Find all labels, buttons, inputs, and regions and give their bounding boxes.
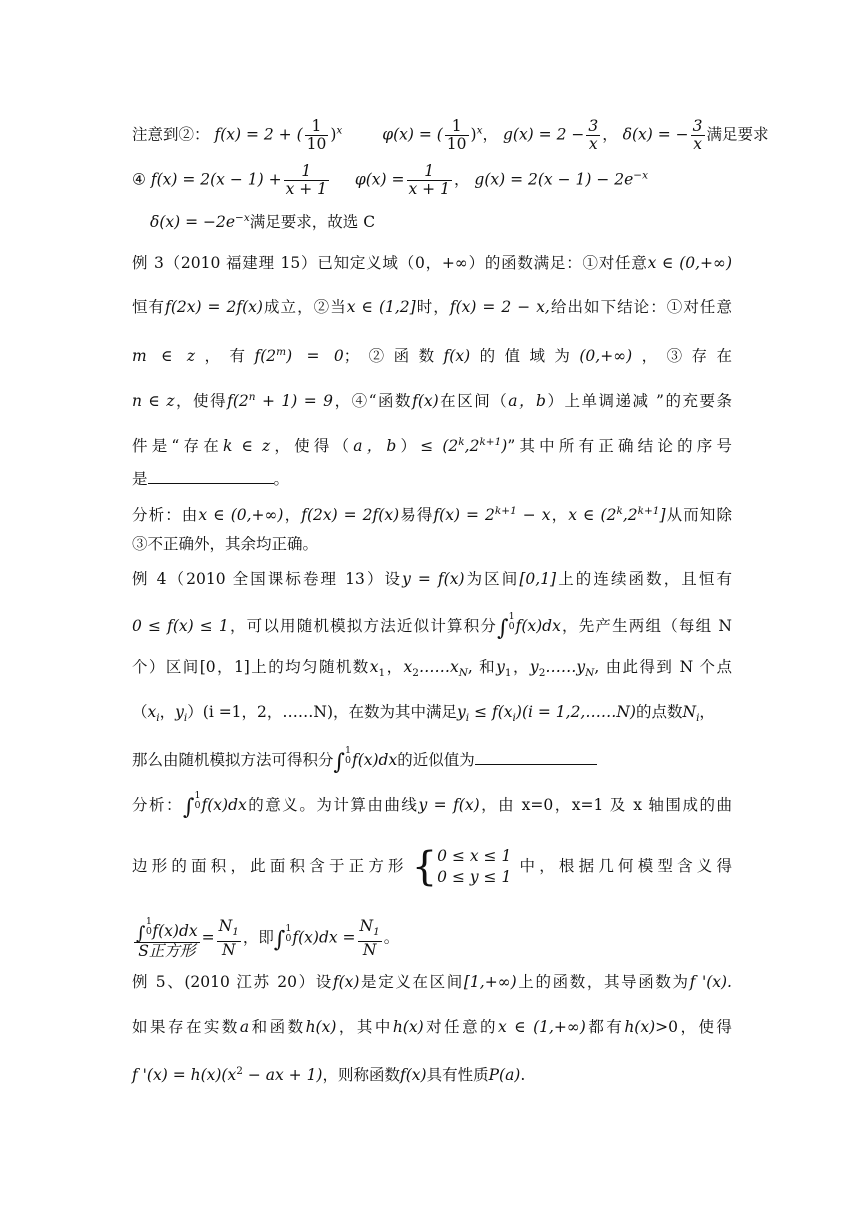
answer-blank (475, 749, 597, 765)
note-label: 注意到②： (132, 125, 210, 144)
formula-g: g(x) = 2 − (502, 125, 585, 144)
formula-phi: φ(x) = (354, 170, 405, 189)
example-3-line-6: 是 。 (132, 470, 290, 488)
example-4-line-3: 个）区间[0，1]上的均匀随机数$x_1$，$x_2\dots\dots x_N$, 和$y_1$，$y_2\dots\dots y_N$, 由此得到 N 个点 (132, 658, 732, 680)
integral-sign: ∫ (497, 616, 509, 641)
integral-sign: ∫ (183, 795, 195, 820)
formula-delta: δ(x) = − (622, 125, 689, 144)
example-3-line-1: 例 3（2010 福建理 15）已知定义域（0，+∞）的函数满足：①对任意x ∈ (0,+∞) (132, 254, 732, 272)
fraction: $\frac{N_1}{N}$ (218, 916, 239, 960)
integral-ratio-fraction: ∫1 0f(x)dx S正方形 (136, 916, 198, 960)
formula-phi: φ(x) = ( (382, 125, 443, 144)
line-note-2: 注意到②： f(x) = 2 + ( $\frac{1}{10}$ )$^x$ φ(x) = ( $\frac{1}{10}$ )$^x$， g(x) = 2 − $\frac{3}{x}$ ， δ(x) = − $\frac{3}{x}$ 满足要求 (132, 117, 769, 153)
fraction: $\frac{1}{x + 1}$ (285, 162, 328, 198)
example-3-line-5: 件是“存在k ∈ z，使得（a，$b)\le (2^k,2^{k+1})$”其中所有正确结论的序号 (132, 436, 732, 456)
example-3-line-3: m ∈ z，有$f(2^m) = 0$；②函数f(x)的值域为(0,+∞)，③存在 (132, 346, 732, 366)
example-3-line-2: 恒有f(2x) = 2f(x)成立，②当x ∈ (1,2]时，f(x) = 2 − x,给出如下结论：①对任意 (132, 298, 732, 316)
fraction: $\frac{1}{10}$ (446, 117, 467, 153)
fraction: $\frac{N_1}{N}$ (359, 916, 380, 960)
inequality-system: {0 ≤ x ≤ 1 0 ≤ y ≤ 1 (411, 844, 512, 890)
analysis-4-line-1: 分析：∫1 0f(x)dx的意义。为计算由曲线y = f(x)，由 x=0，x=1 及 x 轴围成的曲 (132, 790, 732, 820)
integral-sign: ∫ (273, 927, 286, 953)
fraction: $\frac{1}{10}$ (306, 117, 327, 153)
fraction: $\frac{3}{x}$ (588, 117, 599, 153)
line-delta-conclusion: $\delta(x) = -2e^{-x}$满足要求，故选 C (150, 212, 376, 232)
analysis-4-line-2: 边形的面积，此面积含于正方形 {0 ≤ x ≤ 1 0 ≤ y ≤ 1中，根据几何模型含义得 (132, 844, 732, 890)
analysis-3-line-2: ③不正确外，其余均正确。 (132, 535, 319, 553)
integral-sign: ∫ (333, 750, 345, 775)
example-3-line-4: n ∈ z，使得$f(2^n + 1) = 9$，④“函数f(x)在区间（a，b）上单调递减 ”的充要条 (132, 391, 732, 411)
fraction: $\frac{3}{x}$ (692, 117, 703, 153)
example-4-line-1: 例 4（2010 全国课标卷理 13）设y = f(x)为区间[0,1]上的连续函数，且恒有 (132, 570, 732, 588)
example-5-line-3: f '$(x) = h(x)(x^2$ − ax + 1)，则称函数f(x)具有性质P(a). (132, 1065, 526, 1085)
example-4-line-2: 0 ≤ f(x) ≤ 1，可以用随机模拟方法近似计算积分∫1 0f(x)dx，先产生两组（每组 N (132, 611, 732, 641)
answer-blank (148, 468, 274, 484)
analysis-3-line-1: 分析：由x ∈ (0,+∞)，f(2x) = 2f(x)易得$f(x) = 2^{k+1} - x$，x ∈ $(2^k,2^{k+1}]$从而知除 (132, 505, 732, 525)
formula-f: f(x) = 2 + ( (214, 125, 303, 144)
formula-g: g(x) = 2(x − 1) − 2e (474, 170, 634, 189)
example-5-line-1: 例 5、(2010 江苏 20）设f(x)是定义在区间[1,+∞)上的函数，其导函数为f '(x). (132, 973, 732, 991)
analysis-4-line-3: ∫1 0f(x)dx S正方形 = $\frac{N_1}{N}$ ，即∫1 0f(x)dx = $\frac{N_1}{N}$ 。 (136, 916, 400, 960)
fraction: $\frac{1}{x + 1}$ (408, 162, 450, 198)
example-5-line-2: 如果存在实数a和函数h(x)，其中h(x)对任意的x ∈ (1,+∞)都有h(x)>0，使得 (132, 1018, 732, 1036)
example-4-line-4: （$x_i$，$y_i)(i =1$，2，……N)，在数为其中满足$y_i \le f(x_i)(i$ = 1,2,……N)的点数$N_i$， (132, 703, 715, 725)
example-4-line-5: 那么由随机模拟方法可得积分∫1 0f(x)dx的近似值为 (132, 746, 732, 774)
line-note-4: ④ f(x) = 2(x − 1) + $\frac{1}{x + 1}$ φ(x) = $\frac{1}{x + 1}$ ， $g(x) = 2(x - 1) - 2e^{-x}$ (132, 162, 649, 198)
formula-f: f(x) = 2(x − 1) + (150, 170, 282, 189)
